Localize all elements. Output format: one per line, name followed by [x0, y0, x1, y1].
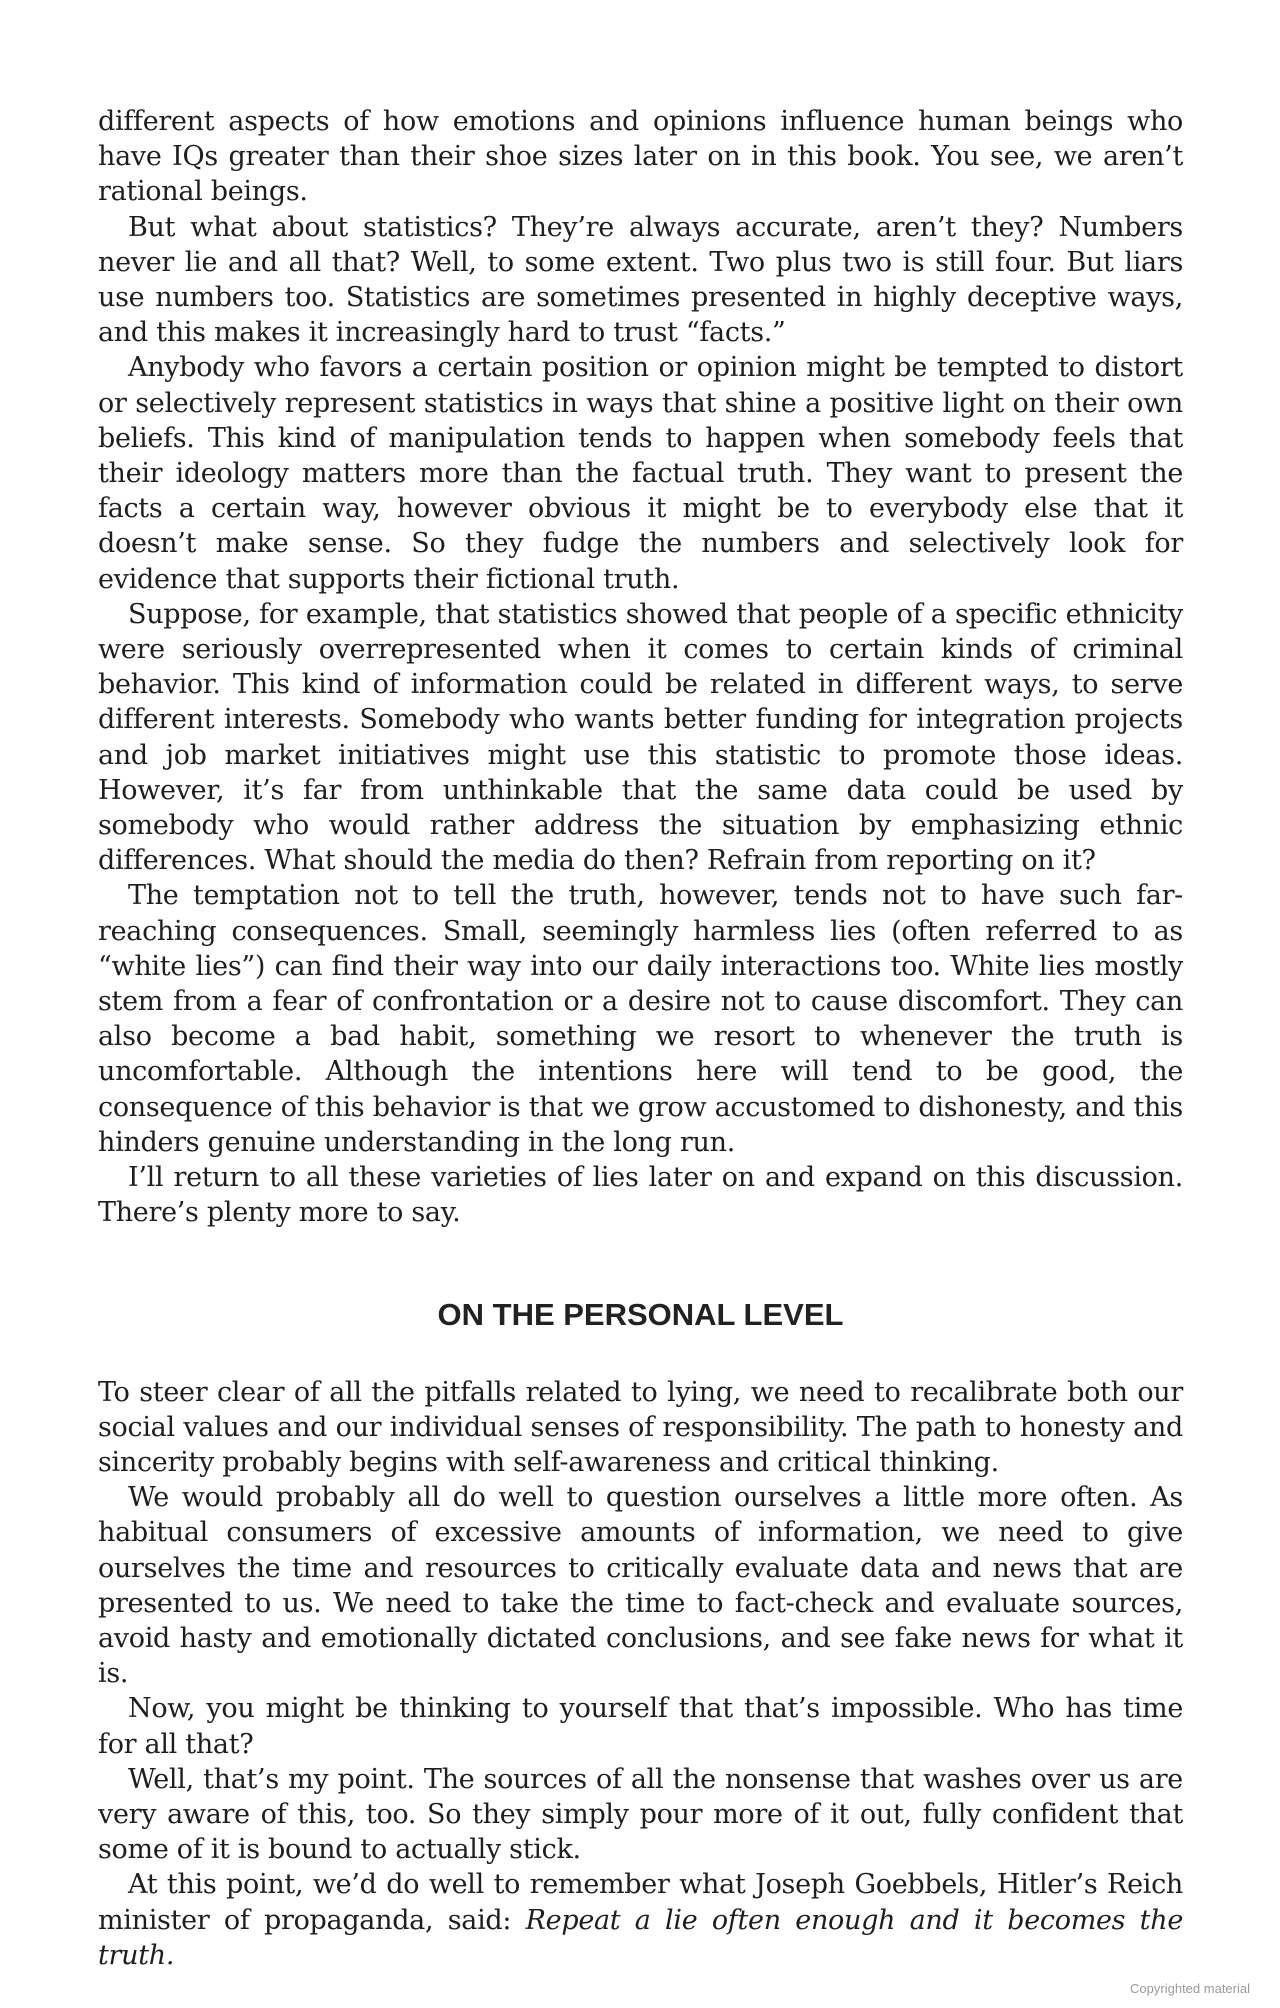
body-paragraph: Now, you might be thinking to yourself that that’s impossible. Who has time for all that? [98, 1693, 1183, 1760]
body-paragraph: Well, that’s my point. The sources of all the nonsense that washes over us are very aware of this, too. So they simply pour more of it out, fully confident that some of it is bound to actually stick. [98, 1763, 1183, 1866]
body-paragraph: I’ll return to all these varieties of lies later on and expand on this discussion. There’s plenty more to say. [98, 1162, 1183, 1229]
body-paragraph: But what about statistics? They’re always accurate, aren’t they? Numbers never lie and all that? Well, to some extent. Two plus two is still four. But liars use numbers too. Statistics are sometimes presented in highly deceptive ways, and this makes it increasingly hard to trust “facts.” [98, 211, 1183, 349]
body-paragraph: Suppose, for example, that statistics showed that people of a specific ethnicity were seriously overrepresented when it comes to certain kinds of criminal behavior. This kind of information could be related in different ways, to serve different interests. Somebody who wants better funding for integration projects and job market initiatives might use this statistic to promote those ideas. However, it’s far from unthinkable that the same data could be used by somebody who would rather address the situation by emphasizing ethnic differences. What should the media do then? Refrain from reporting on it? [98, 598, 1183, 877]
page-body [98, 104, 1183, 1973]
body-paragraph: To steer clear of all the pitfalls related to lying, we need to recalibrate both our social values and our individual senses of responsibility. The path to honesty and sincerity probably begins with self-awareness and critical thinking. [98, 1376, 1183, 1478]
copyright-notice: Copyrighted material [1130, 1981, 1250, 1996]
body-paragraph: We would probably all do well to question ourselves a little more often. As habitual consumers of excessive amounts of information, we need to give ourselves the time and resources to critically evaluate data and news that are presented to us. We need to take the time to fact-check and evaluate sources, avoid hasty and emotionally dictated conclusions, and see fake news for what it is. [98, 1482, 1183, 1690]
goebbels-quote: Repeat a lie often enough and it becomes the truth. [98, 1904, 1183, 1971]
body-paragraph: different aspects of how emotions and opinions influence human beings who have IQs greater than their shoe sizes later on in this book. You see, we aren’t rational beings. [98, 106, 1183, 208]
section-heading: ON THE PERSONAL LEVEL [437, 1296, 844, 1332]
body-paragraph: Anybody who favors a certain position or opinion might be tempted to distort or selectively represent statistics in ways that shine a positive light on their own beliefs. This kind of manipulation tends to happen when somebody feels that their ideology matters more than the factual truth. They want to present the facts a certain way, however obvious it might be to everybody else that it doesn’t make sense. So they fudge the numbers and selectively look for evidence that supports their fictional truth. [98, 352, 1183, 595]
final-paragraph [98, 1867, 1183, 1973]
final-paragraph-text: At this point, we’d do well to remember what Joseph Goebbels, Hitler’s Reich minister of propaganda, said: [98, 1869, 1183, 1936]
body-paragraph: The temptation not to tell the truth, however, tends not to have such far-reaching consequences. Small, seemingly harmless lies (often referred to as “white lies”) can find their way into our daily interactions too. White lies mostly stem from a fear of confrontation or a desire not to cause discomfort. They can also become a bad habit, something we resort to whenever the truth is uncomfortable. Although the intentions here will tend to be good, the consequence of this behavior is that we grow accustomed to dishonesty, and this hinders genuine understanding in the long run. [98, 880, 1183, 1158]
